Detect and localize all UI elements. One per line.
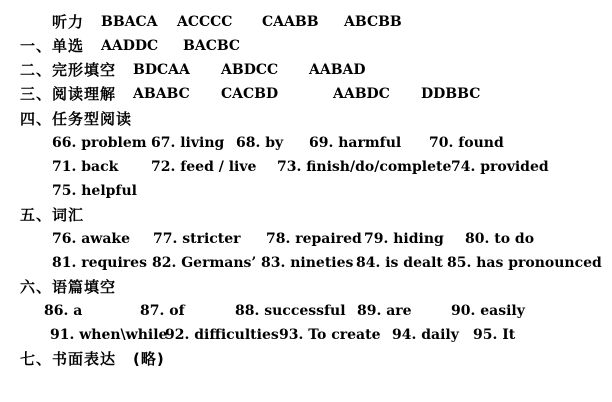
section3-answers-2: CACBD <box>221 86 279 102</box>
answer-76: 76. awake <box>52 231 131 247</box>
answer-80: 80. to do <box>465 231 535 247</box>
answer-91: 91. when\while <box>50 327 168 343</box>
answer-89: 89. are <box>357 303 412 319</box>
answer-87: 87. of <box>140 303 185 319</box>
answer-81: 81. requires <box>52 255 147 271</box>
answer-67: 67. living <box>151 135 225 151</box>
answer-68: 68. by <box>236 135 284 151</box>
answer-70: 70. found <box>429 135 504 151</box>
answer-86: 86. a <box>44 303 83 319</box>
section1-answers-2: BACBC <box>183 38 241 54</box>
section1-label: 一、单选 <box>20 37 85 55</box>
section2-answers-3: AABAD <box>309 62 366 78</box>
answer-73: 73. finish/do/complete <box>277 159 452 175</box>
section3-answers-3: AABDC <box>333 86 390 102</box>
answer-75: 75. helpful <box>52 183 137 199</box>
answer-77: 77. stricter <box>153 231 241 247</box>
section2-answers-2: ABDCC <box>221 62 279 78</box>
section3-answers-4: DDBBC <box>421 86 481 102</box>
listening-answers-3: CAABB <box>262 14 319 30</box>
answer-78: 78. repaired <box>266 231 362 247</box>
section2-answers-1: BDCAA <box>133 62 190 78</box>
answer-69: 69. harmful <box>309 135 402 151</box>
section5-label: 五、词汇 <box>20 206 85 224</box>
listening-answers-1: BBACA <box>101 14 158 30</box>
answer-88: 88. successful <box>235 303 346 319</box>
section6-label: 六、语篇填空 <box>20 278 117 296</box>
listening-answers-4: ABCBB <box>344 14 402 30</box>
answer-83: 83. nineties <box>261 255 354 271</box>
section3-answers-1: ABABC <box>133 86 190 102</box>
section4-label: 四、任务型阅读 <box>20 110 133 128</box>
answer-92: 92. difficulties <box>165 327 279 343</box>
answer-82: 82. Germans’ <box>152 255 257 271</box>
section7-label: 七、书面表达 <box>20 350 117 368</box>
section2-label: 二、完形填空 <box>20 61 117 79</box>
answer-71: 71. back <box>52 159 119 175</box>
answer-84: 84. is dealt <box>356 255 443 271</box>
answer-90: 90. easily <box>451 303 525 319</box>
answer-66: 66. problem <box>52 135 147 151</box>
answer-95: 95. It <box>473 327 516 343</box>
listening-answers-2: ACCCC <box>177 14 233 30</box>
answer-93: 93. To create <box>279 327 381 343</box>
answer-74: 74. provided <box>451 159 549 175</box>
answer-94: 94. daily <box>392 327 459 343</box>
section3-label: 三、阅读理解 <box>20 85 117 103</box>
answer-85: 85. has pronounced <box>447 255 602 271</box>
section1-answers-1: AADDC <box>101 38 159 54</box>
listening-label: 听力 <box>52 13 85 31</box>
answer-79: 79. hiding <box>364 231 444 247</box>
answer-72: 72. feed / live <box>151 159 257 175</box>
section7-note: (略) <box>133 350 165 368</box>
